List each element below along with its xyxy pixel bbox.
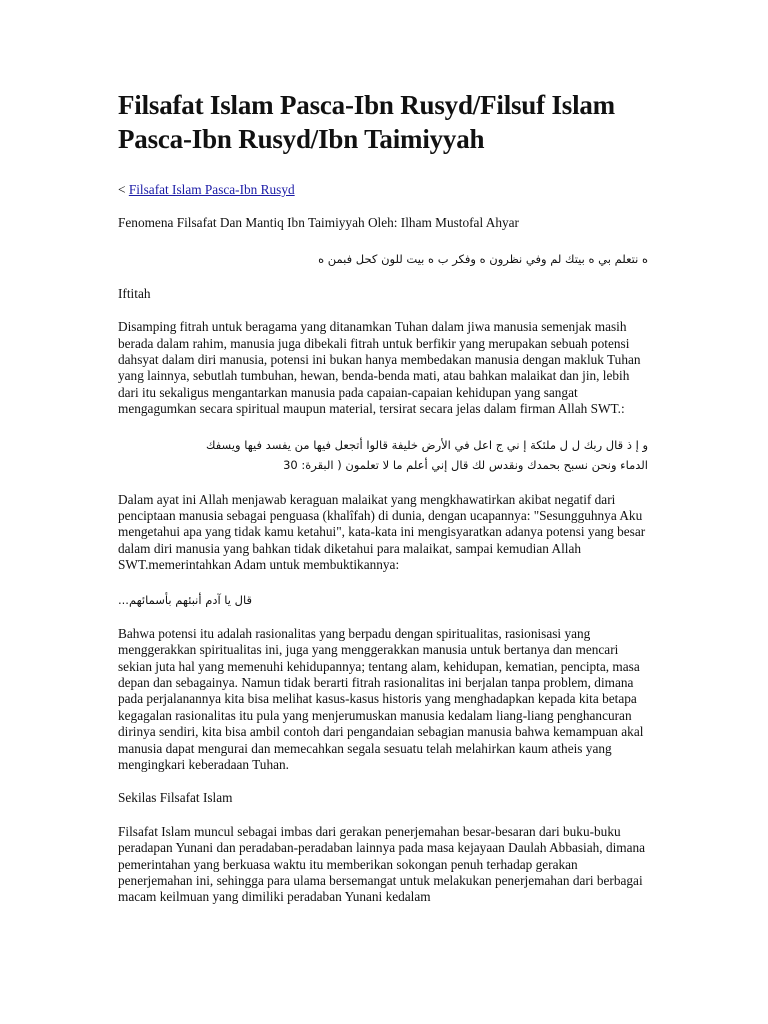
breadcrumb-prefix: < bbox=[118, 182, 129, 197]
breadcrumb bbox=[118, 182, 648, 198]
section-heading-iftitah: Iftitah bbox=[118, 285, 151, 301]
section-heading-sekilas: Sekilas Filsafat Islam bbox=[118, 790, 233, 806]
page-title: Filsafat Islam Pasca-Ibn Rusyd/Filsuf Islam Pasca-Ibn Rusyd/Ibn Taimiyyah bbox=[118, 90, 615, 154]
arabic-short-quote bbox=[118, 591, 648, 609]
paragraph-1: Disamping fitrah untuk beragama yang ditanamkan Tuhan dalam jiwa manusia semenjak masih berada dalam rahim, manusia juga dibekali fitrah untuk berfikir yang merupakan sebuah potensi dahsyat dalam diri manusia, potensi ini bukan hanya membedakan manusia dengan makluk Tuhan yang lainnya, sebutlah tumbuhan, hewan, benda-benda mati, atau bahkan malaikat dan jin, lebih dari itu sekaligus mengantarkan manusia pada capaian-capaian kehidupan yang sangat mengagumkan secara spiritual maupun material, tersirat secara jelas dalam firman Allah SWT.: bbox=[118, 319, 641, 417]
paragraph-2: Dalam ayat ini Allah menjawab keraguan malaikat yang mengkhawatirkan akibat negatif dari penciptaan manusia sebagai penguasa (khalîfah) di dunia, dengan ucapannya: "Sesungguhnya Aku mengetahui apa yang tidak kamu ketahui", kata-kata ini mengisyaratkan adanya potensi yang besar dalam diri manusia yang bahkan tidak diketahui para malaikat, sampai kemudian Allah SWT.memerintahkan Adam untuk membuktikannya: bbox=[118, 491, 646, 573]
arabic-verse-line-2: الدماء ونحن نسبح بحمدك ونقدس لك قال إني أعلم ما لا تعلمون ( البقرة: 30 bbox=[283, 457, 648, 472]
arabic-verse-line-1: و إ ذ قال ربك ل ل ملئكة إ ني ج اعل في الأرض خليفة قالوا أتجعل فيها من يفسد فيها ويسفك bbox=[206, 437, 648, 452]
paragraph-3: Bahwa potensi itu adalah rasionalitas yang berpadu dengan spiritualitas, rasionisasi yang menggerakkan spiritualitas ini, juga yang menggerakkan manusia untuk bertanya dan mencari sekian juta hal yang memenuhi kehidupannya; tentang alam, kehidupan, kematian, pencipta, masa depan dan sebagainya. Namun tidak berarti fitrah rasionalitas ini berjalan tanpa problem, dimana pada perjalanannya kita bisa melihat kasus-kasus historis yang menghadapkan kepada kita betapa kegagalan rasionalitas itu pula yang menjerumuskan manusia kedalam liang-liang penghancuran dirinya sendiri, kita bisa ambil contoh dari pengandaian sebagian manusia bahwa kemampuan akal manusia dapat mengurai dan memecahkan segala sesuatu telah melahirkan kaum atheis yang mengingkari keberadaan Tuhan. bbox=[118, 625, 644, 772]
arabic-intro-text: ه نتعلم بي ه بيتك لم وفي نظرون ه وفكر ب ه بيت للون كحل فبمن ه bbox=[318, 251, 648, 266]
arabic-short-text: قال يا آدم أنبئهم بأسمائهم... bbox=[118, 592, 253, 607]
paragraph-4: Filsafat Islam muncul sebagai imbas dari gerakan penerjemahan besar-besaran dari buku-buku peradapan Yunani dan peradaban-peradaban lainnya pada masa kejayaan Daulah Abbasiah, dimana pemerintahan yang berkuasa waktu itu memberikan sokongan penuh terhadap gerakan penerjemahan ini, sehingga para ulama bersemangat untuk melakukan penerjemahan dari berbagai macam keilmuan yang dimiliki peradaban Yunani kedalam bbox=[118, 823, 646, 905]
arabic-verse bbox=[118, 435, 648, 475]
document-page bbox=[118, 88, 648, 906]
breadcrumb-link[interactable]: Filsafat Islam Pasca-Ibn Rusyd bbox=[128, 182, 295, 197]
article-subtitle: Fenomena Filsafat Dan Mantiq Ibn Taimiyyah Oleh: Ilham Mustofal Ahyar bbox=[118, 215, 519, 231]
